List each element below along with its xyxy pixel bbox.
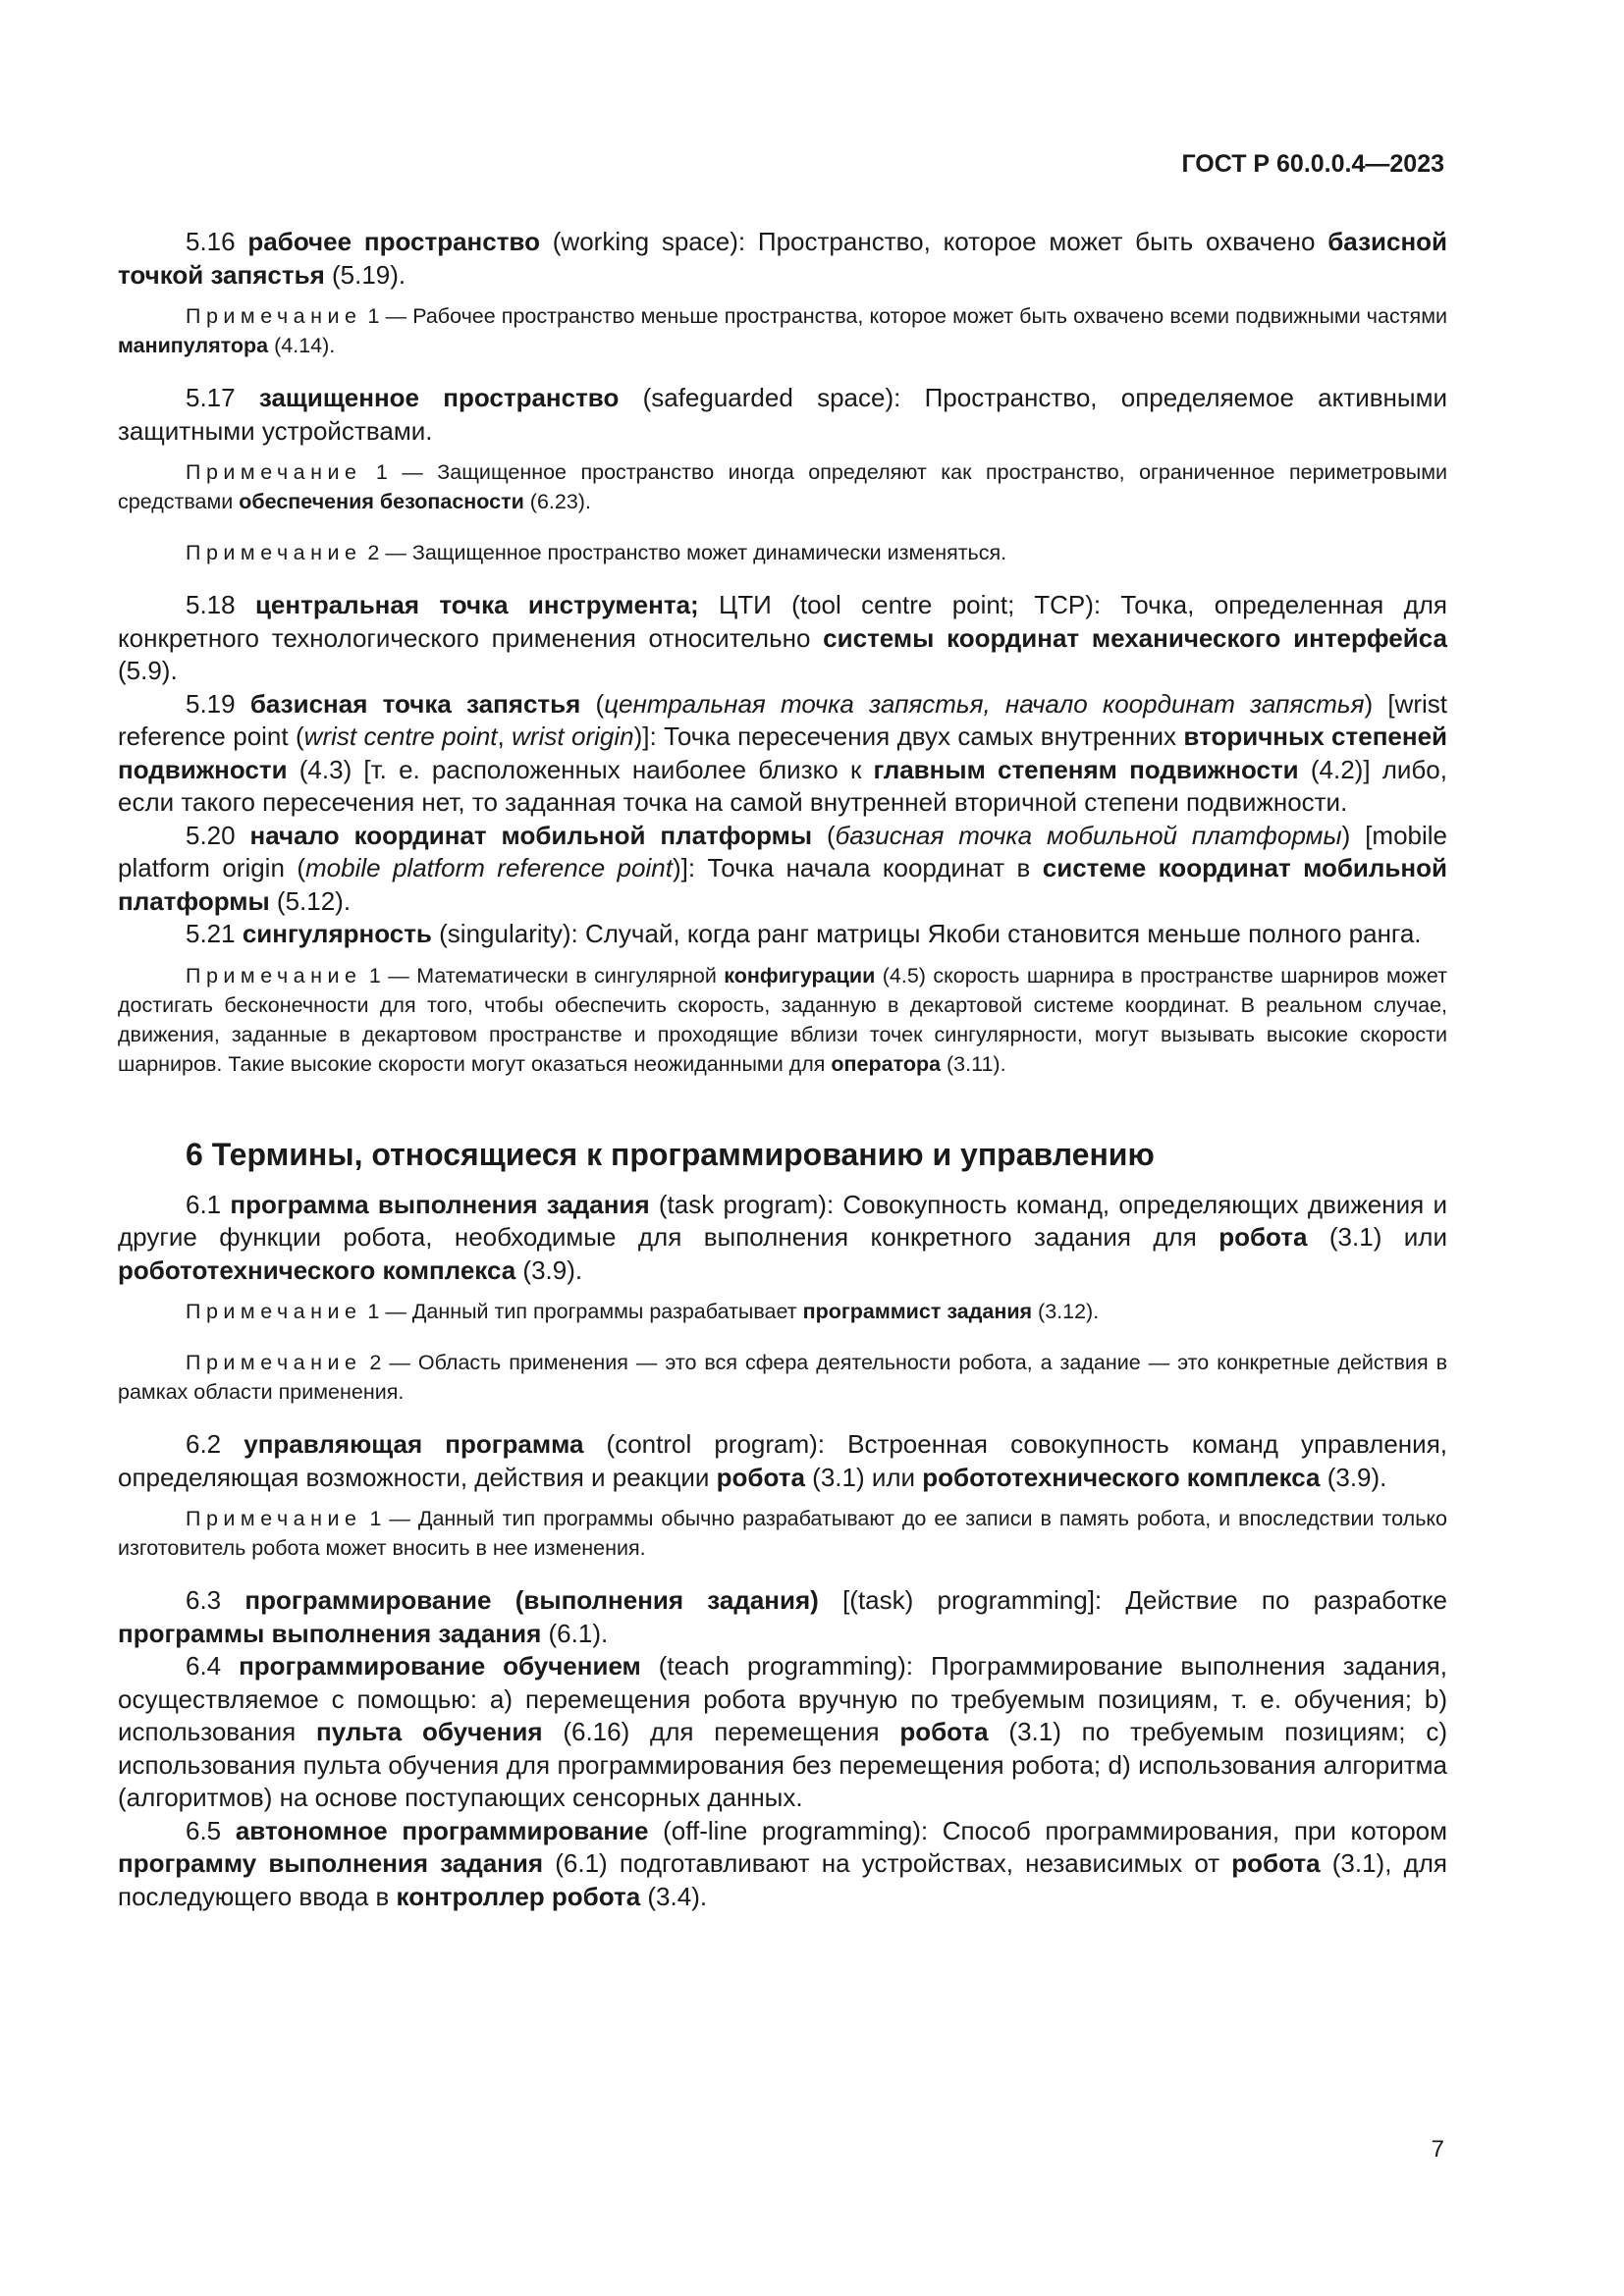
note-label: Примечание	[186, 304, 362, 328]
italic-synonym: wrist origin	[512, 721, 634, 751]
note-label: Примечание	[186, 460, 362, 484]
text-run: (5.12).	[269, 885, 352, 916]
text-run: — Защищенное пространство может динамически изменяться.	[379, 541, 1007, 564]
text-run: (safeguarded space): Пространство, определяемое активными защитными устройствами.	[118, 383, 1447, 446]
note-paragraph	[118, 1297, 1447, 1326]
text-run: 6.5	[186, 1815, 236, 1845]
text-run: (3.9).	[515, 1255, 583, 1285]
text-run: (teach programming): Программирование выполнения задания, осуществляемое с помощью: a) перемещения робота вручную по требуемым позициям, т. е. обучения; b) использования	[118, 1651, 1447, 1746]
bold-term: робототехнического комплекса	[922, 1462, 1321, 1492]
term-paragraph	[118, 1815, 1447, 1914]
text-run: (6.23).	[523, 490, 591, 513]
note-paragraph	[118, 538, 1447, 567]
text-run: ЦТИ (tool centre point; TCP): Точка, определенная для конкретного технологического применения относительно	[118, 590, 1448, 653]
italic-synonym: wrist centre point	[303, 721, 498, 751]
text-run: (4.5) скорость шарнира в пространстве шарниров может достигать бесконечности для того, чтобы обеспечить скорость, заданную в декартовой системе координат. В реальном случае, движения, заданные в декартовом пространстве и проходящие вблизи точек сингулярности, могут вызывать высокие скорости шарниров. Такие высокие скорости могут оказаться неожиданными для	[118, 963, 1447, 1076]
bold-term: оператора	[831, 1051, 942, 1076]
bold-term: системе координат мобильной платформы	[118, 853, 1447, 916]
text-run: ) [mobile platform origin (	[118, 820, 1448, 882]
text-run: — Рабочее пространство меньше пространства, которое может быть охвачено всеми подвижными частями	[379, 304, 1447, 328]
text-run: (control program): Встроенная совокупность команд управления, определяющая возможности, действия и реакции	[118, 1429, 1447, 1492]
note-label: Примечание	[186, 1300, 362, 1323]
note-paragraph	[118, 301, 1447, 360]
note-label: Примечание	[186, 1507, 362, 1530]
term-paragraph	[118, 820, 1447, 919]
bold-term: конфигурации	[724, 963, 876, 988]
text-run: (3.11).	[941, 1051, 1006, 1076]
note-paragraph	[118, 1504, 1447, 1563]
text-run: — Математически в сингулярной	[380, 963, 725, 988]
note-paragraph	[118, 457, 1447, 516]
bold-term: программирование обучением	[239, 1651, 641, 1681]
text-run: (singularity): Случай, когда ранг матрицы Якоби становится меньше полного ранга.	[431, 919, 1422, 948]
bold-term: робота	[1218, 1222, 1308, 1252]
note-number: 1	[361, 1300, 380, 1323]
text-run: 6.1	[186, 1189, 231, 1219]
text-run: (6.1).	[541, 1618, 609, 1648]
bold-term: базисная точка запястья	[249, 688, 581, 719]
bold-term: вторичных степеней подвижности	[118, 721, 1448, 784]
bold-term: начало координат мобильной платформы	[249, 820, 813, 850]
bold-term: автономное программирование	[235, 1815, 649, 1845]
text-run: (4.2)] либо, если такого пересечения нет, то заданная точка на самой внутренней вторичной степени подвижности.	[118, 754, 1447, 817]
text-run: (3.1) по требуемым позициям; c) использования пульта обучения для программирования без перемещения робота; d) использования алгоритма (алгоритмов) на основе поступающих сенсорных данных.	[118, 1717, 1447, 1812]
bold-term: контроллер робота	[396, 1881, 641, 1911]
text-run: (3.9).	[1320, 1462, 1387, 1492]
text-run: (	[580, 688, 605, 719]
note-number: 1	[361, 1507, 382, 1530]
section-heading	[118, 1134, 1447, 1175]
note-paragraph	[118, 1348, 1447, 1407]
text-run: (	[812, 820, 836, 850]
text-run: — Данный тип программы разрабатывает	[379, 1300, 803, 1323]
text-run: (4.3) [т. е. расположенных наиболее близко к	[287, 754, 874, 784]
text-run: 6.3	[186, 1585, 245, 1615]
bold-term: пульта обучения	[316, 1717, 543, 1746]
page-number: 7	[1431, 2136, 1444, 2163]
term-paragraph	[118, 688, 1447, 820]
bold-term: робота	[716, 1462, 805, 1492]
text-run: — Данный тип программы обычно разрабатывают до ее записи в память робота, и впоследствии только изготовитель робота может вносить в нее изменения.	[118, 1507, 1447, 1560]
bold-term: обеспечения безопасности	[239, 490, 524, 513]
text-run: 5.18	[186, 590, 255, 619]
document-body	[118, 226, 1447, 1923]
note-label: Примечание	[186, 1351, 362, 1374]
note-label: Примечание	[186, 963, 362, 988]
bold-term: программист задания	[802, 1300, 1033, 1323]
text-run: 6.4	[186, 1651, 240, 1681]
text-run: (6.1) подготавливают на устройствах, независимых от	[543, 1848, 1232, 1878]
text-run: 5.21	[186, 919, 243, 948]
text-run: )]: Точка пересечения двух самых внутренних	[633, 721, 1184, 751]
text-run: 5.20	[186, 820, 250, 850]
bold-term: программирование (выполнения задания)	[244, 1585, 819, 1615]
text-run: [(task) programming]: Действие по разработке	[818, 1585, 1447, 1615]
bold-term: робота	[1231, 1848, 1321, 1878]
term-paragraph	[118, 1650, 1447, 1815]
standard-code: ГОСТ Р 60.0.0.4—2023	[1181, 150, 1444, 178]
text-run: 5.19	[186, 688, 250, 719]
text-run: (3.1) или	[1307, 1222, 1447, 1252]
term-paragraph	[118, 918, 1447, 951]
text-run: (4.14).	[268, 334, 336, 357]
note-label: Примечание	[186, 541, 362, 564]
italic-synonym: базисная точка мобильной платформы	[835, 820, 1342, 850]
bold-term: программы выполнения задания	[118, 1618, 542, 1648]
term-paragraph	[118, 226, 1447, 292]
term-paragraph	[118, 382, 1447, 448]
text-run: 6 Термины, относящиеся к программированию и управлению	[186, 1136, 1155, 1172]
bold-term: робота	[899, 1717, 989, 1746]
bold-term: центральная точка инструмента;	[254, 590, 699, 619]
bold-term: рабочее пространство	[247, 227, 540, 256]
italic-synonym: центральная точка запястья, начало координат запястья	[604, 688, 1365, 719]
text-run: (working space): Пространство, которое может быть охвачено	[539, 227, 1328, 256]
text-run: (task program): Совокупность команд, определяющих движения и другие функции робота, необходимые для выполнения конкретного задания для	[118, 1189, 1448, 1252]
note-number: 1	[361, 963, 381, 988]
bold-term: программу выполнения задания	[118, 1848, 544, 1878]
bold-term: главным степеням подвижности	[873, 754, 1299, 784]
bold-term: сингулярность	[242, 919, 432, 948]
text-run: (3.1) или	[804, 1462, 923, 1492]
note-number: 2	[361, 541, 380, 564]
text-run: 5.17	[186, 383, 259, 412]
text-run: (3.4).	[640, 1881, 708, 1911]
text-run: (off-line programming): Способ программирования, при котором	[648, 1815, 1447, 1845]
term-paragraph	[118, 589, 1447, 688]
bold-term: базисной точкой запястья	[118, 227, 1448, 290]
text-run: ) [wrist reference point (	[118, 688, 1448, 751]
text-run: ,	[497, 721, 513, 751]
text-run: — Область применения — это вся сфера деятельности робота, а задание — это конкретные действия в рамках области применения.	[118, 1351, 1447, 1404]
bold-term: системы координат механического интерфейса	[823, 622, 1447, 653]
bold-term: защищенное пространство	[258, 383, 620, 412]
note-number: 1	[361, 460, 388, 484]
text-run: (5.19).	[324, 259, 406, 290]
text-run: 5.16	[186, 227, 248, 256]
text-run: (6.16) для перемещения	[542, 1717, 900, 1746]
text-run: (5.9).	[118, 656, 178, 685]
bold-term: программа выполнения задания	[230, 1189, 650, 1219]
term-paragraph	[118, 1428, 1447, 1494]
note-number: 2	[361, 1351, 382, 1374]
term-paragraph	[118, 1584, 1447, 1650]
bold-term: управляющая программа	[244, 1429, 584, 1459]
text-run: )]: Точка начала координат в	[672, 853, 1043, 882]
bold-term: робототехнического комплекса	[118, 1255, 516, 1285]
italic-synonym: mobile platform reference point	[304, 853, 673, 882]
bold-term: манипулятора	[118, 334, 269, 357]
text-run: 6.2	[186, 1429, 244, 1459]
text-run: (3.1), для последующего ввода в	[118, 1848, 1447, 1911]
term-paragraph	[118, 1189, 1447, 1288]
text-run: — Защищенное пространство иногда определяют как пространство, ограниченное периметровыми средствами	[118, 460, 1447, 513]
note-paragraph	[118, 961, 1447, 1079]
text-run: (3.12).	[1032, 1300, 1100, 1323]
note-number: 1	[361, 304, 380, 328]
